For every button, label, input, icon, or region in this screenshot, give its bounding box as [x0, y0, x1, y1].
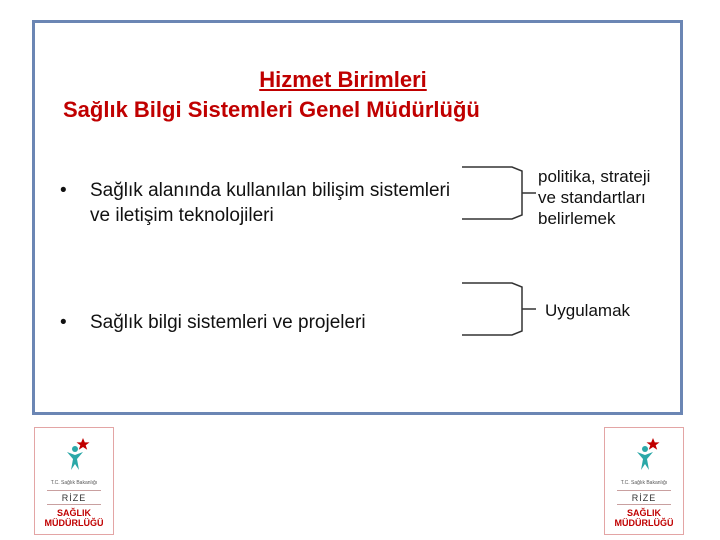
- outcome-text-1: politika, strateji ve standartları belirlemek: [538, 167, 651, 228]
- logo-dept-text: SAĞLIK MÜDÜRLÜĞÜ: [614, 508, 674, 528]
- bullet-text: Sağlık bilgi sistemleri ve projeleri: [90, 312, 366, 333]
- logo-org-text: T.C. Sağlık Bakanlığı: [50, 480, 98, 486]
- logo-city-text: RİZE: [61, 493, 87, 503]
- slide-frame: [32, 20, 683, 415]
- logo-org-text: T.C. Sağlık Bakanlığı: [620, 480, 668, 486]
- ministry-emblem-icon: [615, 432, 673, 478]
- bullet-marker: •: [60, 312, 67, 333]
- bracket-connector-1: [462, 163, 538, 223]
- logo-divider: [617, 504, 671, 505]
- slide-subtitle: Sağlık Bilgi Sistemleri Genel Müdürlüğü: [63, 97, 480, 122]
- outcome-text-2: Uygulamak: [545, 301, 631, 320]
- rize-health-directorate-logo: [34, 427, 114, 535]
- bracket-connector-2: [462, 279, 538, 339]
- bullet-marker: •: [60, 180, 67, 201]
- logo-divider: [47, 490, 101, 491]
- bullet-item-1: [60, 178, 470, 228]
- logo-divider: [617, 490, 671, 491]
- logo-divider: [47, 504, 101, 505]
- bullet-text: Sağlık alanında kullanılan bilişim sistemleri ve iletişim teknolojileri: [90, 180, 451, 226]
- logo-dept-text: SAĞLIK MÜDÜRLÜĞÜ: [44, 508, 104, 528]
- rize-health-directorate-logo: [604, 427, 684, 535]
- slide-title: Hizmet Birimleri: [259, 67, 427, 92]
- ministry-emblem-icon: [45, 432, 103, 478]
- bullet-item-2: [60, 310, 470, 335]
- logo-city-text: RİZE: [631, 493, 657, 503]
